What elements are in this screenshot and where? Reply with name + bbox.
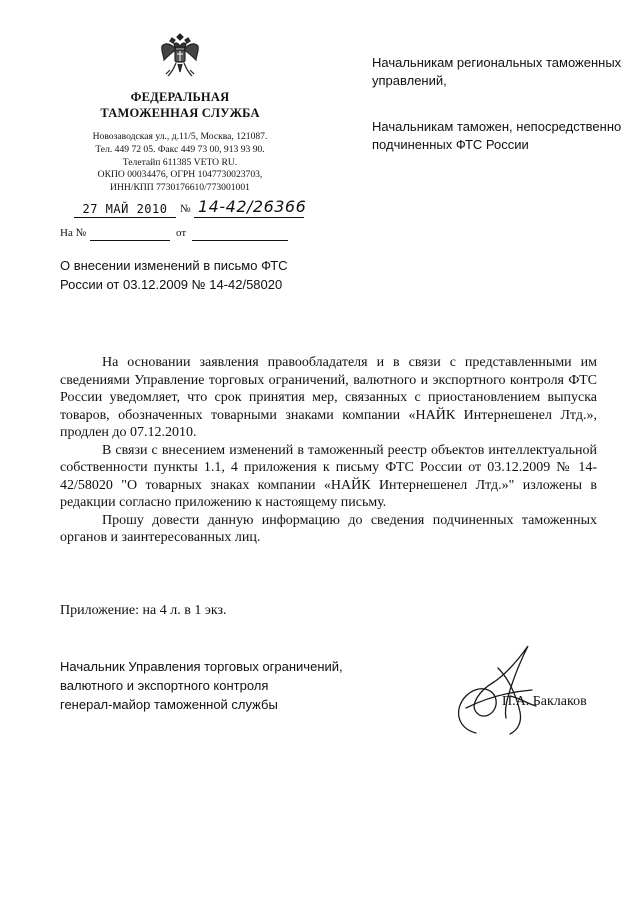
reference-line <box>60 227 300 245</box>
letter-body <box>60 354 597 547</box>
addressee-2: Начальникам таможен, непосредственно подчиненных ФТС России <box>372 119 622 152</box>
reference-number-underline <box>90 240 170 241</box>
signatory-position <box>60 657 390 714</box>
letter-subject: О внесении изменений в письмо ФТС России от 03.12.2009 № 14-42/58020 <box>60 258 288 292</box>
org-name-line2: ТАМОЖЕННАЯ СЛУЖБА <box>100 106 260 120</box>
organization-contacts <box>62 131 298 195</box>
signatory-position-line2: валютного и экспортного контроля <box>60 678 269 693</box>
registration-line <box>58 197 308 220</box>
attachment-note: Приложение: на 4 л. в 1 экз. <box>60 603 227 618</box>
reference-date-underline <box>192 240 288 241</box>
org-phones: Тел. 449 72 05. Факс 449 73 00, 913 93 90. <box>95 143 265 155</box>
signatory-position-line3: генерал-майор таможенной службы <box>60 697 278 712</box>
body-paragraph-3: Прошу довести данную информацию до сведения подчиненных таможенных органов и заинтересованных лиц. <box>60 512 597 545</box>
org-codes: ОКПО 00034476, ОГРН 1047730023703, <box>97 169 263 181</box>
organization-name <box>62 89 298 121</box>
body-paragraph-2: В связи с внесением изменений в таможенный реестр объектов интеллектуальной собственности пункты 1.1, 4 приложения к письму ФТС России от 03.12.2009 № 14-42/58020 "О товарных знаках компании «НАЙК Интернешенел Лтд.»" изложены в редакции согласно приложению к настоящему письму. <box>60 442 597 510</box>
double-headed-eagle-emblem-icon <box>158 30 202 80</box>
org-name-line1: ФЕДЕРАЛЬНАЯ <box>130 90 230 104</box>
number-underline <box>194 217 304 218</box>
signatory-position-line1: Начальник Управления торговых ограничений, <box>60 659 343 674</box>
addressee-1: Начальникам региональных таможенных управлений, <box>372 55 622 88</box>
reference-date-label: от <box>176 227 187 239</box>
addressees <box>372 54 622 182</box>
org-inn: ИНН/КПП 7730176610/773001001 <box>110 182 250 194</box>
handwritten-signature-icon <box>436 638 566 748</box>
org-address: Новозаводская ул., д.11/5, Москва, 121087. <box>92 131 268 142</box>
signer-name: П.А. Баклаков <box>502 694 587 709</box>
number-label: № <box>180 203 191 215</box>
date-underline <box>74 217 176 218</box>
letter-number: 14-42/26366 <box>198 197 307 216</box>
reference-number-label: На № <box>60 227 87 239</box>
body-paragraph-1: На основании заявления правообладателя и в связи с представленными им сведениями Управление торговых ограничений, валютного и экспортного контроля ФТС России уведомляет, что срок принятия мер, связанных с приостановлением выпуска товаров, обозначенных товарными знаками компании «НАЙК Интернешенел Лтд.», продлен до 07.12.2010. <box>60 355 597 440</box>
letter-date: 27 МАЙ 2010 <box>82 202 168 216</box>
org-teletype: Телетайп 611385 VETO RU. <box>122 156 238 168</box>
